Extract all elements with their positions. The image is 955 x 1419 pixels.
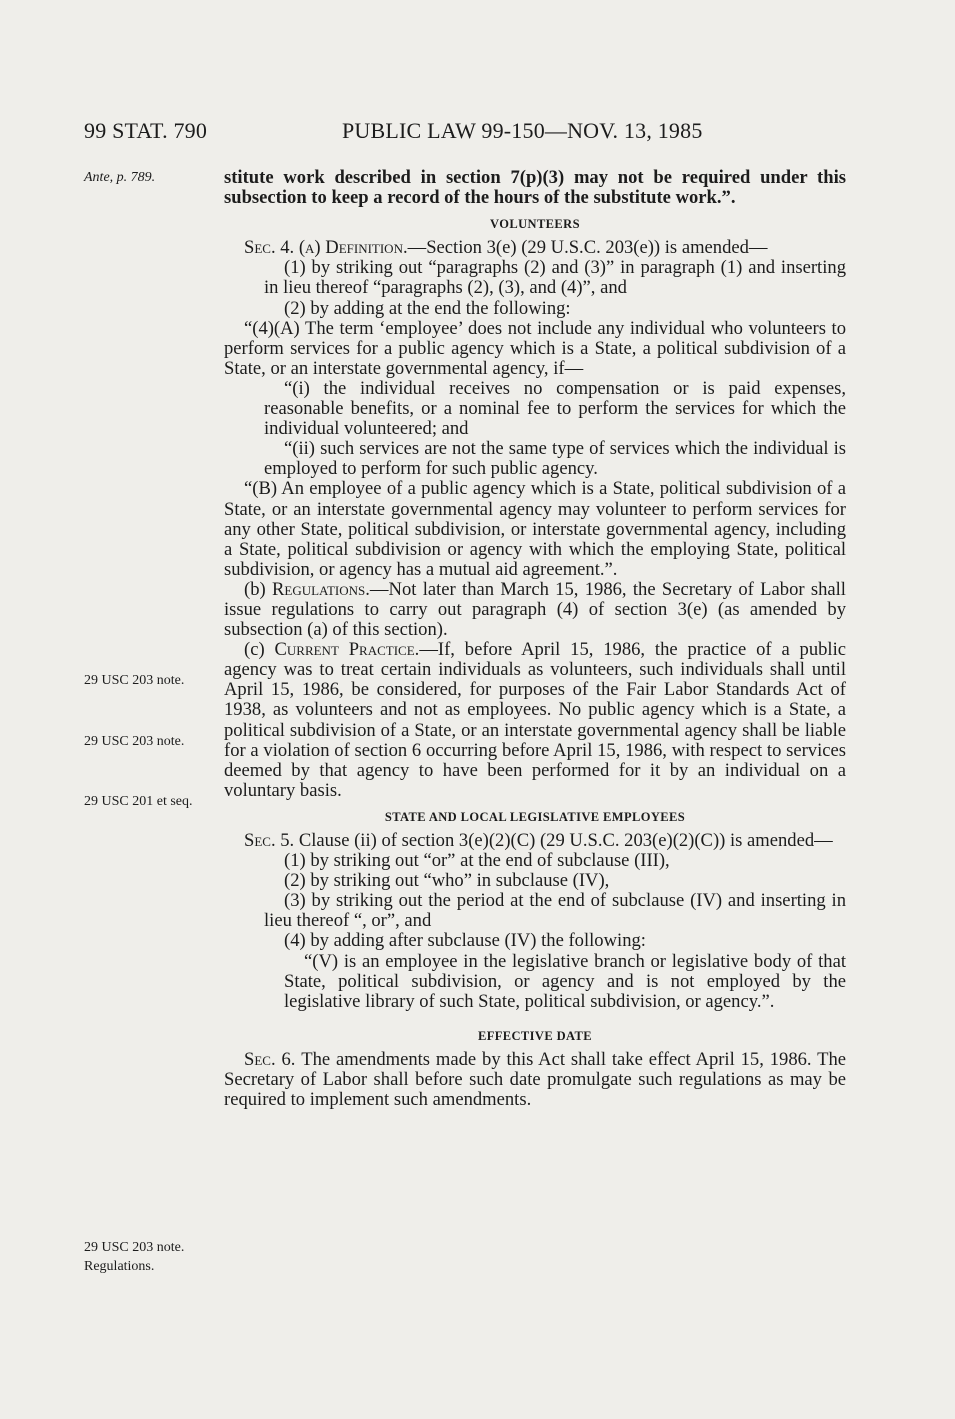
section-6: Sec. 6. The amendments made by this Act shall take effect April 15, 1986. The Secretary of Labor shall before such date promulgate such regulations as may be required to implement such amendments. xyxy=(224,1048,847,1111)
section-4a-item-2: (2) by adding at the end the following: xyxy=(284,297,571,319)
paragraph-continuation: stitute work described in section 7(p)(3) may not be required under this subsection to keep a record of the hours of the substitute work.”. xyxy=(224,167,846,209)
section-4a-clause-i: “(i) the individual receives no compensation or is paid expenses, reasonable benefits, or a nominal fee to perform the services for which the individual volunteered; and xyxy=(264,377,846,440)
section-4b: (b) Regulations.—Not later than March 15, 1986, the Secretary of Labor shall issue regulations to carry out paragraph (4) of section 3(e) (as amended by subsection (a) of this section). xyxy=(224,578,846,641)
section-5-item-2: (2) by striking out “who” in subclause (IV), xyxy=(284,870,610,892)
margin-note-usc-201: 29 USC 201 et seq. xyxy=(84,794,193,809)
margin-note-ante: Ante, p. 789. xyxy=(84,170,156,185)
section-5-item-4: (4) by adding after subclause (IV) the following: xyxy=(284,930,646,952)
section-5-item-3: (3) by striking out the period at the end of subclause (IV) and inserting in lieu thereof “, or”, and xyxy=(264,890,846,932)
section-4a-paragraph-b: “(B) An employee of a public agency which is a State, political subdivision of a State, or an interstate governmental agency may volunteer to perform services for any other State, political subdivision, or interstate governmental agency, including a State, political subdivision or agency with which the employing State, political subdivision, or agency has a mutual aid agreement.”. xyxy=(224,478,846,580)
margin-note-usc-c: 29 USC 203 note. xyxy=(84,734,185,749)
stat-page-number: 99 STAT. 790 xyxy=(84,118,208,143)
heading-effective-date: EFFECTIVE DATE xyxy=(477,1028,593,1043)
heading-state-local: STATE AND LOCAL LEGISLATIVE EMPLOYEES xyxy=(384,809,686,824)
running-header: PUBLIC LAW 99-150—NOV. 13, 1985 xyxy=(342,118,703,143)
section-4a-item-1: (1) by striking out “paragraphs (2) and (3)” in paragraph (1) and inserting in lieu thereof “paragraphs (2), (3), and (4)”, and xyxy=(264,257,846,299)
section-4a: Sec. 4. (a) Definition.—Section 3(e) (29 U.S.C. 203(e)) is amended— xyxy=(244,237,768,259)
main-text xyxy=(224,168,846,1110)
heading-volunteers: VOLUNTEERS xyxy=(490,217,580,232)
section-5-item-1: (1) by striking out “or” at the end of subclause (III), xyxy=(284,850,670,872)
section-5-subclause-v: “(V) is an employee in the legislative branch or legislative body of that State, political subdivision, or agency and is not employed by the legislative library of such State, political subdivision, or agency.”. xyxy=(284,950,846,1012)
margin-note-regulations: Regulations. xyxy=(84,1259,155,1274)
section-4a-paragraph-4a: “(4)(A) The term ‘employee’ does not include any individual who volunteers to perform services for a public agency which is a State, a political subdivision of a State, or an interstate governmental agency, if— xyxy=(224,317,846,379)
section-4c: (c) Current Practice.—If, before April 15, 1986, the practice of a public agency was to treat certain individuals as volunteers, such individuals shall until April 15, 1986, be considered, for purposes of the Fair Labor Standards Act of 1938, as volunteers and not as employees. No public agency which is a State, a political subdivision of a State, or an interstate governmental agency shall be liable for a violation of section 6 occurring before April 15, 1986, with respect to services deemed by that agency to have been performed for it by an individual on a voluntary basis. xyxy=(224,639,846,801)
margin-note-usc-b: 29 USC 203 note. xyxy=(84,673,185,688)
margin-note-usc-sec6: 29 USC 203 note. xyxy=(84,1240,185,1255)
section-4a-clause-ii: “(ii) such services are not the same type of services which the individual is employed to perform for such public agency. xyxy=(264,438,846,480)
section-5: Sec. 5. Clause (ii) of section 3(e)(2)(C) (29 U.S.C. 203(e)(2)(C)) is amended— xyxy=(244,830,833,851)
